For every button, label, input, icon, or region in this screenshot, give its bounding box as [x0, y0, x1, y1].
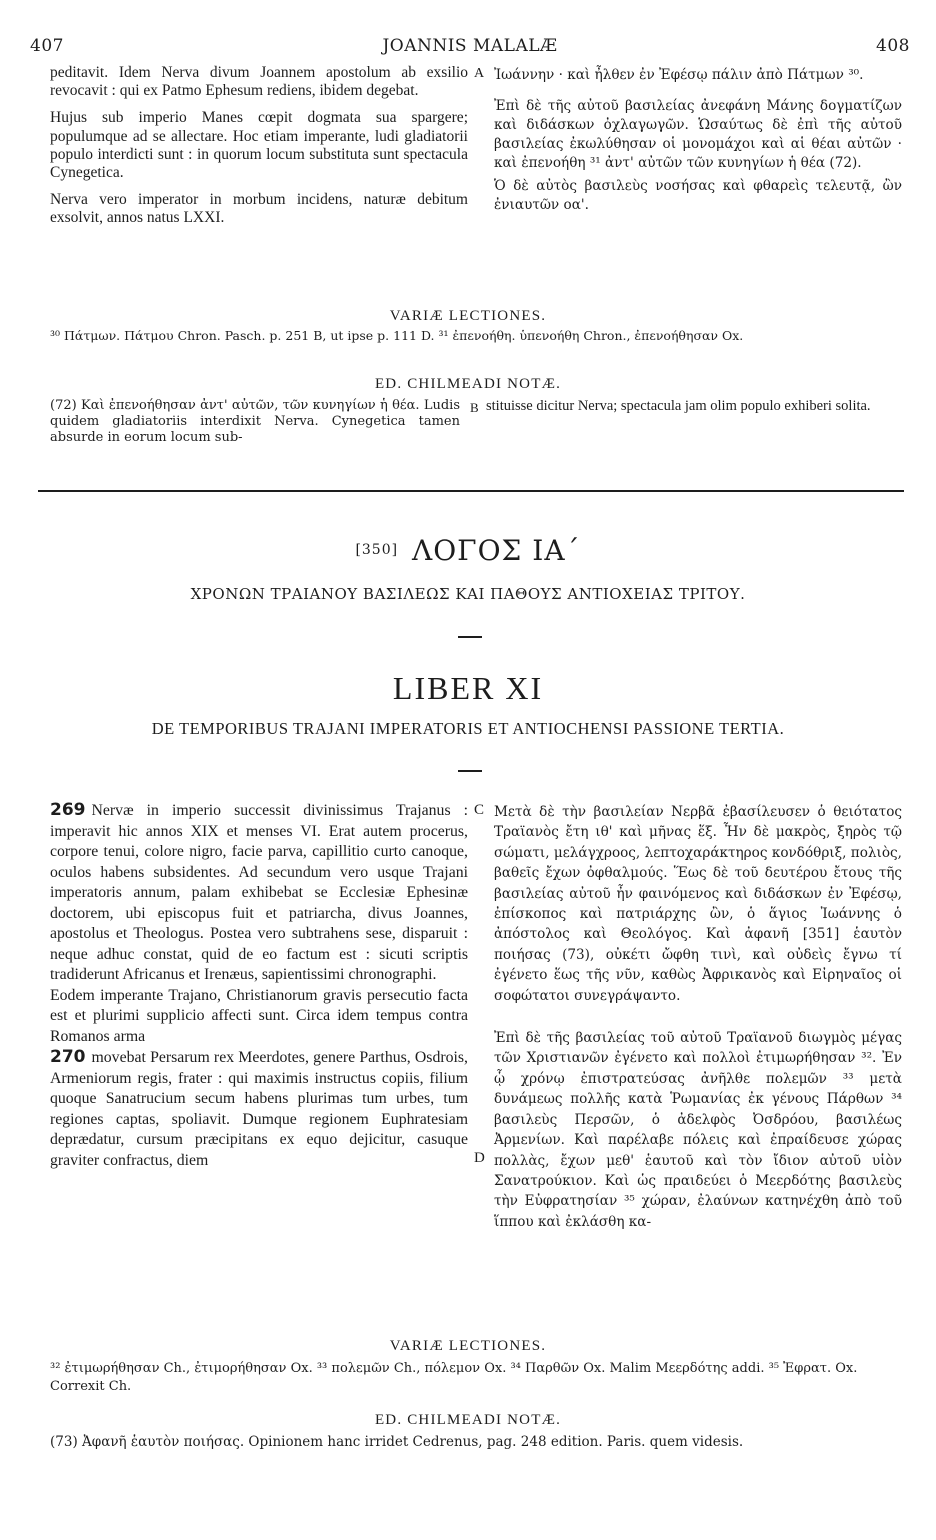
bottom-latin-column: [50, 800, 468, 1171]
latin-paragraph: peditavit. Idem Nerva divum Joannem apostolum ab exsilio revocavit : qui ex Patmo Ephesum rediens, ibidem degebat.: [50, 64, 468, 100]
short-dash: [458, 770, 482, 772]
greek-paragraph: Ἐπὶ δὲ τῆς αὐτοῦ βασιλείας ἀνεφάνη Μάνης δογματίζων καὶ διδάσκων ὀχλαγωγῶν. Ὡσαύτως δὲ ἐπὶ τῆς αὐτοῦ βασιλείας ἐκωλύθησαν οἱ μονομάχοι καὶ αἱ θέαι αὐτῶν · καὶ ἐπενοήθη ³¹ ἀντ' αὐτῶν τῶν κυνηγίων ἡ θέα (72).: [494, 98, 902, 171]
book-subtitle-latin: DE TEMPORIBUS TRAJANI IMPERATORIS ET ANTIOCHENSI PASSIONE TERTIA.: [151, 719, 785, 738]
greek-paragraph: Μετὰ δὲ τὴν βασιλείαν Νερβᾶ ἐβασίλευσεν ὁ θειότατος Τραϊανὸς ἔτη ιθ' καὶ μῆνας ἕξ. Ἦν δὲ μακρὸς, ξηρὸς τῷ σώματι, μελάγχροος, λεπτοχαράκτηρος κονδόθριξ, πολιὸς, βαθεῖς ἔχων ὀφθαλμούς. Ἕως δὲ τοῦ δευτέρου ἔτους τῆς βασιλείας αὐτοῦ ἦν φαινόμενος καὶ διδάσκων ἐν Ἐφέσῳ, ἐπίσκοπος καὶ πατριάρχης ὢν, ὁ ἅγιος Ἰωάννης ὁ ἀπόστολος καὶ Θεολόγος. Καὶ ἀφανῆ [351] ἑαυτὸν ποιήσας (73), οὐκέτι ὤφθη τινὶ, καὶ οὐδεὶς ἔγνω τί ἐγένετο ἕως τῆς νῦν, καθὼς Ἀφρικανὸς καὶ Εἰρηναῖος οἱ σοφώτατοι συνεγράψαντο.: [494, 804, 902, 1004]
top-latin-column: [50, 64, 468, 228]
notae-right: stituisse dicitur Nerva; spectacula jam olim populo exhiberi solita.: [486, 398, 871, 414]
running-title: JOANNIS MALALÆ: [382, 36, 558, 56]
latin-paragraph: 269 Nervæ in imperio successit divinissimus Trajanus : imperavit hic annos XIX et menses VI. Erat autem procerus, corpore tenui, colore nigro, facie parva, capillitio curto canoque, oculos habens subsidentes. Ad secundum vero usque Trajani imperatoris annum, palam exhibebat se Ecclesiæ Ephesinæ doctorem, ubi episcopus fuit et patriarcha, divus Joannes, apostolus et Theologus. Postea vero subtrahens sese, disparuit : neque adhuc constat, quid de eo factum est : sicuti scriptis tradiderunt Africanus et Irenæus, sapientissimi chronographi.: [50, 800, 468, 983]
notae-heading: ED. CHILMEADI NOTÆ.: [374, 376, 562, 392]
latin-paragraph: Hujus sub imperio Manes cœpit dogmata sua spargere; populumque ad se allectare. Hoc etiam imperante, ludi gladiatorii populo interdicti sunt : in quorum locum substituta sunt spectacula Cynegetica.: [50, 109, 468, 182]
notae-left: (72) Καὶ ἐπενοήθησαν ἀντ' αὐτῶν, τῶν κυνηγίων ἡ θέα. Ludis quidem gladiatoriis interdixit Nerva. Cynegetica tamen absurde in eorum locum sub-: [50, 398, 460, 445]
notae: (73) Ἀφανῆ ἑαυτὸν ποιήσας. Opinionem hanc irridet Cedrenus, pag. 248 edition. Paris. quem videsis.: [50, 1434, 744, 1450]
book-title-greek: [350] ΛΟΓΟΣ ΙΑ΄: [355, 534, 581, 567]
bottom-greek-column: [494, 802, 902, 1232]
notae-heading: ED. CHILMEADI NOTÆ.: [374, 1412, 562, 1428]
margin-marker-c: C: [474, 802, 485, 818]
variae-lectiones: ³² ἐτιμωρήθησαν Ch., ἐτιμορήθησαν Ox. ³³ πολεμῶν Ch., πόλεμον Ox. ³⁴ Παρθῶν Ox. Malim Μεερδότης addi. ³⁵ Ἐφρατ. Ox. Correxit Ch.: [50, 1361, 858, 1394]
margin-marker-a: A: [474, 66, 485, 81]
page-number-right: 408: [876, 36, 910, 56]
short-dash: [458, 636, 482, 638]
greek-paragraph: Ὁ δὲ αὐτὸς βασιλεὺς νοσήσας καὶ φθαρεὶς τελευτᾷ, ὢν ἐνιαυτῶν οα'.: [494, 178, 902, 213]
running-head: [30, 36, 910, 62]
variae-lectiones-heading: VARIÆ LECTIONES.: [389, 308, 547, 324]
margin-marker-d: D: [474, 1150, 485, 1166]
latin-paragraph: 270 movebat Persarum rex Meerdotes, genere Parthus, Osdrois, Armeniorum regis, frater : qui maximis instructus copiis, filium quoque Sanatrucium secum habens plurimas tum urbes, tum regiones captas, spoliavit. Dumque regionem Euphratesiam deprædatur, cursum præcipitans ex equo dejicitur, casuque graviter confractus, diem: [50, 1047, 468, 1169]
greek-paragraph: Ἐπὶ δὲ τῆς βασιλείας τοῦ αὐτοῦ Τραϊανοῦ διωγμὸς μέγας τῶν Χριστιανῶν ἐγένετο καὶ πολλοὶ ἐτιμωρήθησαν ³². Ἐν ᾧ χρόνῳ ἐπιστρατεύσας ἀνῆλθε πολεμῶν ³³ μετὰ δυνάμεως πολλῆς κατὰ Ῥωμανίας ἐκ γένους Πάρθων ³⁴ βασιλεὺς Περσῶν, ὁ ἀδελφὸς Ὀσδρόου, βασιλέως Ἀρμενίων. Καὶ παρέλαβε πόλεις καὶ ἐπραίδευσε χώρας πολλὰς, ἔχων μεθ' ἑαυτοῦ καὶ τὸν ἴδιον αὐτοῦ υἱὸν Σανατρούκιον. Καὶ ὡς πραιδεύει ὁ Μεερδότης βασιλεὺς τὴν Εὐφρατησίαν ³⁵ χώραν, ἐλαύνων κατηνέχθη ἀπὸ τοῦ ἵππου καὶ ἐκλάσθη κα-: [494, 1030, 902, 1230]
book-title-latin: LIBER XI: [392, 670, 544, 706]
latin-paragraph: Nerva vero imperator in morbum incidens, naturæ debitum exsolvit, annos natus LXXI.: [50, 191, 468, 227]
section-number-270: 270: [50, 1047, 86, 1067]
section-divider: [38, 490, 904, 492]
book-subtitle-greek: ΧΡΟΝΩΝ ΤΡΑΙΑΝΟΥ ΒΑΣΙΛΕΩΣ ΚΑΙ ΠΑΘΟΥΣ ΑΝΤΙΟΧΕΙΑΣ ΤΡΙΤΟΥ.: [190, 585, 746, 603]
top-greek-column: [494, 66, 902, 215]
greek-paragraph: Ἰωάννην · καὶ ἦλθεν ἐν Ἐφέσῳ πάλιν ἀπὸ Πάτμων ³⁰.: [494, 67, 864, 83]
variae-lectiones-heading: VARIÆ LECTIONES.: [389, 1338, 547, 1354]
variae-lectiones: ³⁰ Πάτμων. Πάτμου Chron. Pasch. p. 251 B, ut ipse p. 111 D. ³¹ ἐπενοήθη. ὑπενοήθη Chron., ἐπενοήθησαν Ox.: [50, 328, 744, 343]
page-number-left: 407: [30, 36, 64, 56]
latin-paragraph: Eodem imperante Trajano, Christianorum gravis persecutio facta est et plurimi supplicio affecti sunt. Circa idem tempus contra Romanos arma: [50, 986, 468, 1045]
page-bracket-number: [350]: [355, 542, 399, 558]
margin-marker-b: B: [470, 400, 479, 415]
section-number-269: 269: [50, 800, 86, 820]
